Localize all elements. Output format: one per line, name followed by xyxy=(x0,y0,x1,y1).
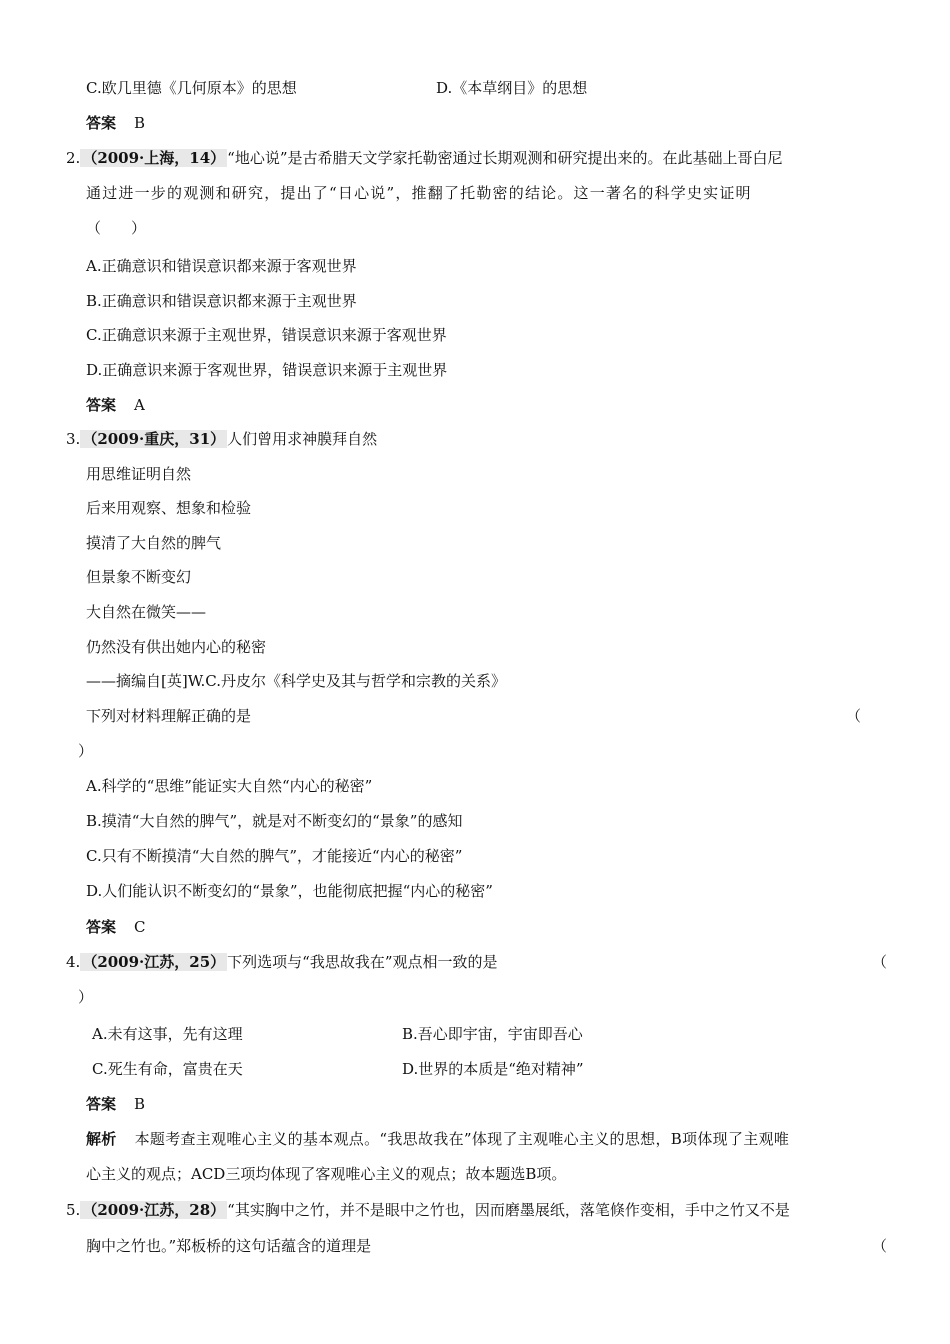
q1-option-c: C.欧几里德《几何原本》的思想 xyxy=(86,79,297,97)
question-stem: 下列选项与“我思故我在”观点相一致的是 xyxy=(227,953,498,971)
q3-question: 下列对材料理解正确的是 xyxy=(86,707,252,725)
q3-option-b: B.摸清“大自然的脾气”，就是对不断变幻的“景象”的感知 xyxy=(86,812,463,830)
answer-value: B xyxy=(134,114,146,132)
poem-line: 摸清了大自然的脾气 xyxy=(86,534,222,552)
q3-paren-close: ） xyxy=(78,742,94,760)
answer-label: 答案 xyxy=(86,114,117,132)
question-stem: “其实胸中之竹，并不是眼中之竹也，因而磨墨展纸，落笔倏作变相，手中之竹又不是 xyxy=(227,1201,790,1219)
q2-option-b: B.正确意识和错误意识都来源于主观世界 xyxy=(86,292,357,310)
question-source: （2009·重庆，31） xyxy=(82,430,226,448)
poem-line: 用思维证明自然 xyxy=(86,465,192,483)
analysis-text: 本题考查主观唯心主义的基本观点。“我思故我在”体现了主观唯心主义的思想，B项体现了主观唯 xyxy=(134,1130,790,1148)
q4-analysis-line1 xyxy=(86,1129,789,1149)
question-number: 5. xyxy=(66,1201,81,1219)
q3-answer xyxy=(86,917,146,937)
q2-option-d: D.正确意识来源于客观世界，错误意识来源于主观世界 xyxy=(86,361,448,379)
q5-stem-line2: 胸中之竹也。”郑板桥的这句话蕴含的道理是 xyxy=(86,1237,372,1255)
q4-stem xyxy=(66,952,498,972)
q2-paren: （ ） xyxy=(86,219,147,237)
q4-option-d: D.世界的本质是“绝对精神” xyxy=(402,1060,584,1078)
q4-option-c: C.死生有命，富贵在天 xyxy=(92,1060,243,1078)
q3-stem xyxy=(66,429,377,449)
q1-option-d: D.《本草纲目》的思想 xyxy=(436,79,588,97)
poem-line: 但景象不断变幻 xyxy=(86,568,192,586)
poem-line: 仍然没有供出她内心的秘密 xyxy=(86,638,267,656)
q4-analysis-line2: 心主义的观点；ACD三项均体现了客观唯心主义的观点；故本题选B项。 xyxy=(86,1165,567,1183)
q3-option-c: C.只有不断摸清“大自然的脾气”，才能接近“内心的秘密” xyxy=(86,847,463,865)
q4-option-a: A.未有这事，先有这理 xyxy=(92,1025,243,1043)
answer-label: 答案 xyxy=(86,1095,117,1113)
q4-option-b: B.吾心即宇宙，宇宙即吾心 xyxy=(402,1025,583,1043)
analysis-label: 解析 xyxy=(86,1130,117,1148)
q4-paren-open: （ xyxy=(872,953,888,971)
poem-line: 大自然在微笑—— xyxy=(86,603,207,621)
poem-line: 后来用观察、想象和检验 xyxy=(86,499,252,517)
question-number: 4. xyxy=(66,953,81,971)
q4-paren-close: ） xyxy=(78,988,94,1006)
answer-label: 答案 xyxy=(86,918,117,936)
q1-answer xyxy=(86,113,145,133)
question-source: （2009·江苏，25） xyxy=(82,953,226,971)
q3-option-d: D.人们能认识不断变幻的“景象”，也能彻底把握“内心的秘密” xyxy=(86,882,493,900)
q5-stem-line1 xyxy=(66,1200,790,1220)
q2-option-a: A.正确意识和错误意识都来源于客观世界 xyxy=(86,257,357,275)
q2-option-c: C.正确意识来源于主观世界，错误意识来源于客观世界 xyxy=(86,326,447,344)
q2-answer xyxy=(86,395,145,415)
question-stem: “地心说”是古希腊天文学家托勒密通过长期观测和研究提出来的。在此基础上哥白尼 xyxy=(227,149,783,167)
answer-value: B xyxy=(134,1095,146,1113)
poem-citation: ——摘编自[英]W.C.丹皮尔《科学史及其与哲学和宗教的关系》 xyxy=(86,672,506,690)
question-source: （2009·江苏，28） xyxy=(82,1201,226,1219)
answer-label: 答案 xyxy=(86,396,117,414)
question-source: （2009·上海，14） xyxy=(82,149,226,167)
answer-value: A xyxy=(134,396,145,414)
poem-line: 人们曾用求神膜拜自然 xyxy=(227,430,378,448)
question-number: 3. xyxy=(66,430,81,448)
q3-paren-open: （ xyxy=(846,707,862,725)
q3-option-a: A.科学的“思维”能证实大自然“内心的秘密” xyxy=(86,777,373,795)
answer-value: C xyxy=(134,918,146,936)
q5-paren-open: （ xyxy=(872,1237,888,1255)
q4-answer xyxy=(86,1094,145,1114)
question-number: 2. xyxy=(66,149,81,167)
q2-stem-line1 xyxy=(66,148,783,168)
q2-stem-line2: 通过进一步的观测和研究，提出了“日心说”，推翻了托勒密的结论。这一著名的科学史实证明 xyxy=(86,184,752,202)
